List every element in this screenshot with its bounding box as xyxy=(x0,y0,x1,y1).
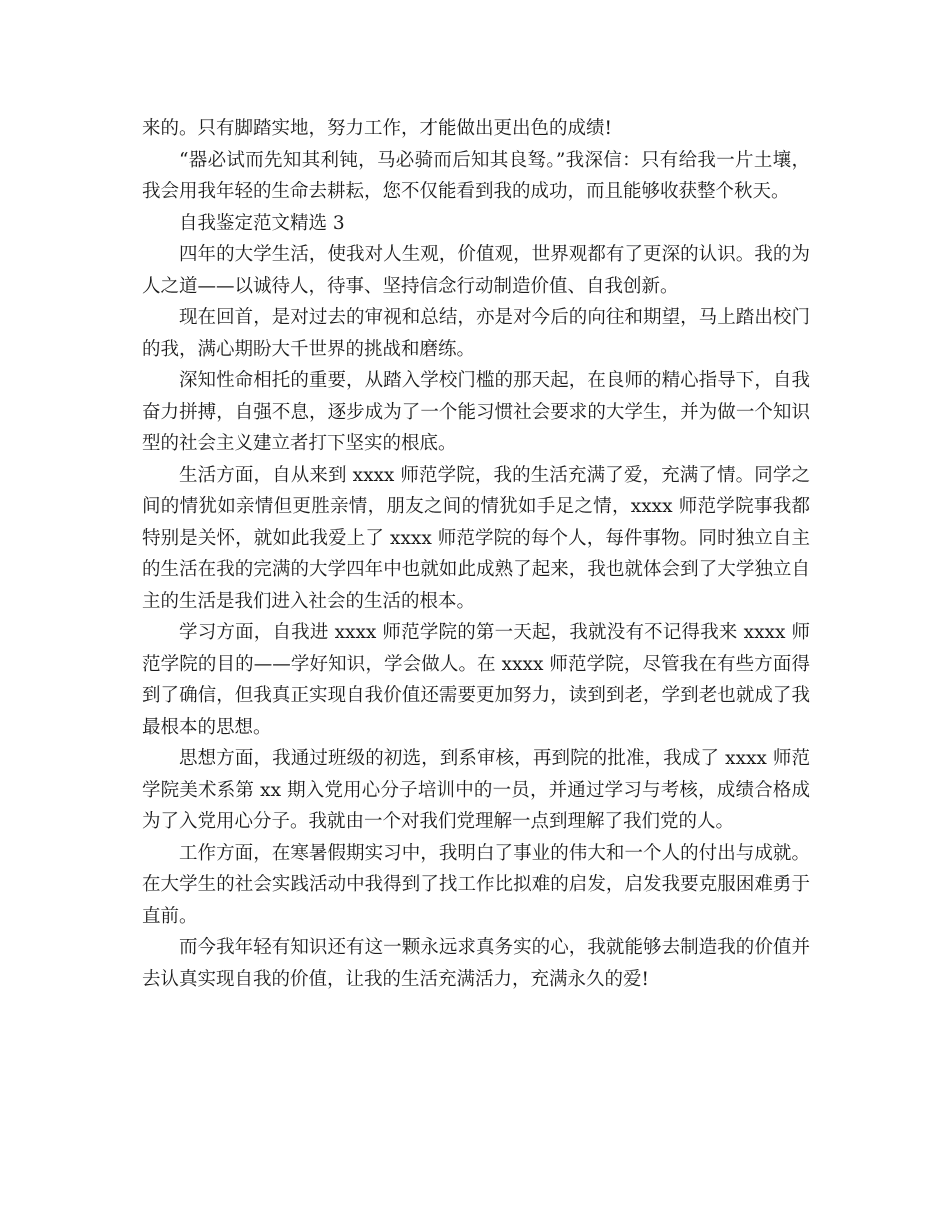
paragraph: 学习方面，自我进 xxxx 师范学院的第一天起，我就没有不记得我来 xxxx 师范学院的目的——学好知识，学会做人。在 xxxx 师范学院，尽管我在有些方面得到了确信，但我真正实现自我价值还需要更加努力，读到到老，学到老也就成了我最根本的思想。 xyxy=(142,622,810,738)
paragraph: 工作方面，在寒暑假期实习中，我明白了事业的伟大和一个人的付出与成就。在大学生的社会实践活动中我得到了找工作比拟难的启发，启发我要克服困难勇于直前。 xyxy=(142,842,810,927)
document-body xyxy=(142,113,810,995)
paragraph: 来的。只有脚踏实地，努力工作，才能做出更出色的成绩! xyxy=(142,118,612,139)
paragraph: “器必试而先知其利钝，马必骑而后知其良驽。”我深信：只有给我一片土壤，我会用我年轻的生命去耕耘，您不仅能看到我的成功，而且能够收获整个秋天。 xyxy=(142,149,810,202)
paragraph: 现在回首，是对过去的审视和总结，亦是对今后的向往和期望，马上踏出校门的我，满心期盼大千世界的挑战和磨练。 xyxy=(142,307,810,360)
paragraph: 四年的大学生活，使我对人生观，价值观，世界观都有了更深的认识。我的为人之道——以诚待人，待事、坚持信念行动制造价值、自我创新。 xyxy=(142,244,810,297)
paragraph: 思想方面，我通过班级的初选，到系审核，再到院的批准，我成了 xxxx 师范学院美术系第 xx 期入党用心分子培训中的一员，并通过学习与考核，成绩合格成为了入党用心分子。我就由一个对我们党理解一点到理解了我们党的人。 xyxy=(142,748,810,832)
section-heading: 自我鉴定范文精选 3 xyxy=(179,212,345,234)
paragraph: 而今我年轻有知识还有这一颗永远求真务实的心，我就能够去制造我的价值并去认真实现自我的价值，让我的生活充满活力，充满永久的爱! xyxy=(142,937,810,990)
paragraph: 生活方面，自从来到 xxxx 师范学院，我的生活充满了爱，充满了情。同学之间的情犹如亲情但更胜亲情，朋友之间的情犹如手足之情，xxxx 师范学院事我都特别是关怀，就如此我爱上了 xxxx 师范学院的每个人，每件事物。同时独立自主的生活在我的完满的大学四年中也就如此成熟了起来，我也就体会到了大学独立自主的生活是我们进入社会的生活的根本。 xyxy=(142,464,810,612)
paragraph: 深知性命相托的重要，从踏入学校门槛的那天起，在良师的精心指导下，自我奋力拼搏，自强不息，逐步成为了一个能习惯社会要求的大学生，并为做一个知识型的社会主义建立者打下坚实的根底。 xyxy=(142,370,810,454)
